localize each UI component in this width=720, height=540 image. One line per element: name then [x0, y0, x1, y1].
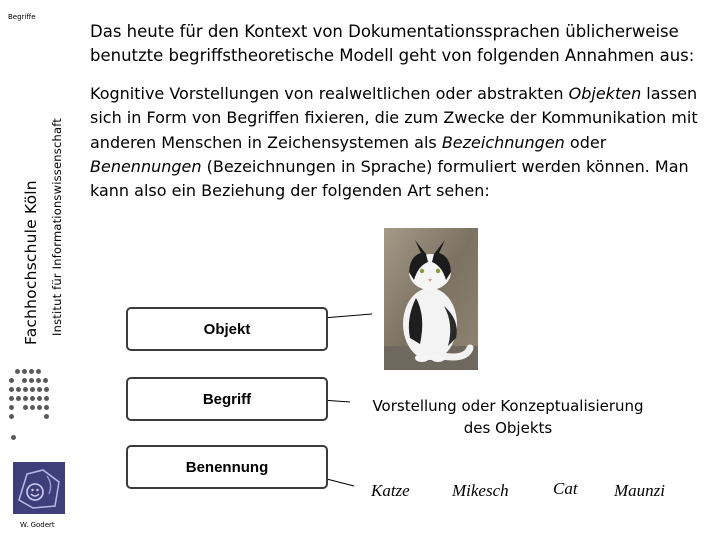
para-text-4: (Bezeichnungen in Sprache) formuliert werden können. Man kann also ein Beziehung der folgenden Art sehen: [90, 156, 689, 201]
author-label: W. Godert [20, 521, 55, 529]
term-bezeichnungen: Bezeichnungen [441, 132, 565, 152]
term-objekten: Objekten [568, 84, 642, 103]
institute-name: Institut für Informationswissenschaft [50, 118, 64, 336]
name-mikesch: Mikesch [452, 481, 509, 500]
para-text-2: lassen sich in Form von Begriffen fixieren, die zum Zwecke der Kommunikation mit anderen Menschen in Zeichensystemen als [90, 84, 698, 152]
box-benennung: Benennung [126, 445, 328, 489]
name-maunzi: Maunzi [614, 481, 665, 500]
box-begriff: Begriff [126, 377, 328, 421]
term-benennungen: Benennungen [90, 156, 202, 176]
topic-label: Begriffe [8, 13, 36, 21]
name-katze: Katze [371, 481, 410, 500]
box-objekt: Objekt [126, 307, 328, 351]
para-text-1: Kognitive Vorstellungen von realweltlichen oder abstrakten [90, 84, 569, 103]
concept-label: Vorstellung oder Konzeptualisierung des Objekts [372, 397, 644, 437]
para-text-3: oder [564, 132, 607, 152]
name-cat: Cat [553, 479, 578, 498]
slide-title: Das heute für den Kontext von Dokumentationssprachen üblicherweise benutzte begriffstheoretische Modell geht von folgenden Annahmen aus: [90, 22, 695, 65]
school-name: Fachhochschule Köln [22, 180, 40, 345]
